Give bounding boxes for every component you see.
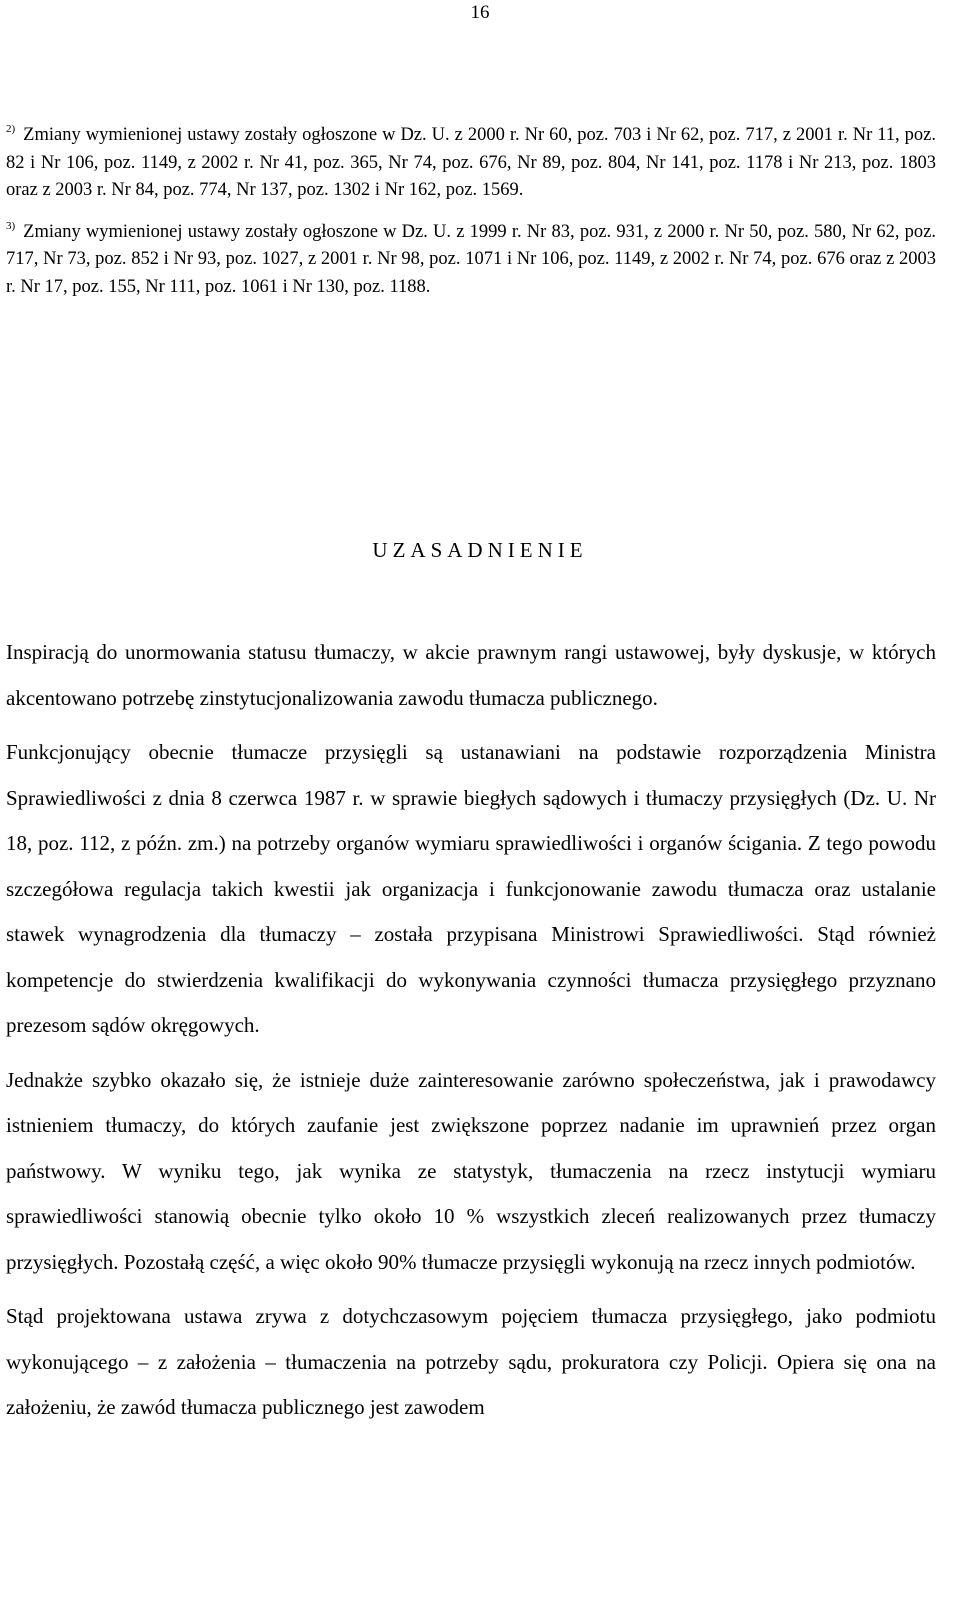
paragraph: Stąd projektowana ustawa zrywa z dotychczasowym pojęciem tłumacza przysięgłego, jako podmiotu wykonującego – z założenia – tłumaczenia na potrzeby sądu, prokuratora czy Policji. Opiera się ona na założeniu, że zawód tłumacza publicznego jest zawodem (6, 1304, 936, 1419)
footnote-marker: 2) (6, 123, 16, 135)
footnote-marker: 3) (6, 219, 16, 232)
section-heading: UZASADNIENIE (372, 538, 588, 562)
paragraph: Funkcjonujący obecnie tłumacze przysięgli są ustanawiani na podstawie rozporządzenia Ministra Sprawiedliwości z dnia 8 czerwca 1987 r. w sprawie biegłych sądowych i tłumaczy przysięgłych (Dz. U. Nr 18, poz. 112, z późn. zm.) na potrzeby organów wymiaru sprawiedliwości i organów ścigania. Z tego powodu szczegółowa regulacja takich kwestii jak organizacja i funkcjonowanie zawodu tłumacza oraz ustalanie stawek wynagrodzenia dla tłumaczy – została przypisana Ministrowi Sprawiedliwości. Stąd również kompetencje do stwierdzenia kwalifikacji do wykonywania czynności tłumacza przysięgłego przyznano prezesom sądów okręgowych. (6, 740, 936, 1037)
footnote-text: Zmiany wymienionej ustawy zostały ogłoszone w Dz. U. z 2000 r. Nr 60, poz. 703 i Nr 62, poz. 717, z 2001 r. Nr 11, poz. 82 i Nr 106, poz. 1149, z 2002 r. Nr 41, poz. 365, Nr 74, poz. 676, Nr 89, poz. 804, Nr 141, poz. 1178 i Nr 213, poz. 1803 oraz z 2003 r. Nr 84, poz. 774, Nr 137, poz. 1302 i Nr 162, poz. 1569. (6, 125, 936, 200)
page-number: 16 (470, 2, 490, 23)
footnote-text: Zmiany wymienionej ustawy zostały ogłoszone w Dz. U. z 1999 r. Nr 83, poz. 931, z 2000 r. Nr 50, poz. 580, Nr 62, poz. 717, Nr 73, poz. 852 i Nr 93, poz. 1027, z 2001 r. Nr 98, poz. 1071 i Nr 106, poz. 1149, z 2002 r. Nr 74, poz. 676 oraz z 2003 r. Nr 17, poz. 155, Nr 111, poz. 1061 i Nr 130, poz. 1188. (6, 221, 936, 297)
paragraph: Jednakże szybko okazało się, że istnieje duże zainteresowanie zarówno społeczeństwa, jak i prawodawcy istnieniem tłumaczy, do których zaufanie jest zwiększone poprzez nadanie im uprawnień przez organ państwowy. W wyniku tego, jak wynika ze statystyk, tłumaczenia na rzecz instytucji wymiaru sprawiedliwości stanowią obecnie tylko około 10 % wszystkich zleceń realizowanych przez tłumaczy przysięgłych. Pozostałą część, a więc około 90% tłumacze przysięgli wykonują na rzecz innych podmiotów. (6, 1067, 936, 1274)
footnote-3 (6, 219, 936, 302)
body-text (6, 630, 936, 1440)
paragraph: Inspiracją do unormowania statusu tłumaczy, w akcie prawnym rangi ustawowej, były dyskusje, w których akcentowano potrzebę zinstytucjonalizowania zawodu tłumacza publicznego. (6, 640, 936, 710)
footnote-2 (6, 122, 936, 205)
footnotes (6, 122, 936, 315)
